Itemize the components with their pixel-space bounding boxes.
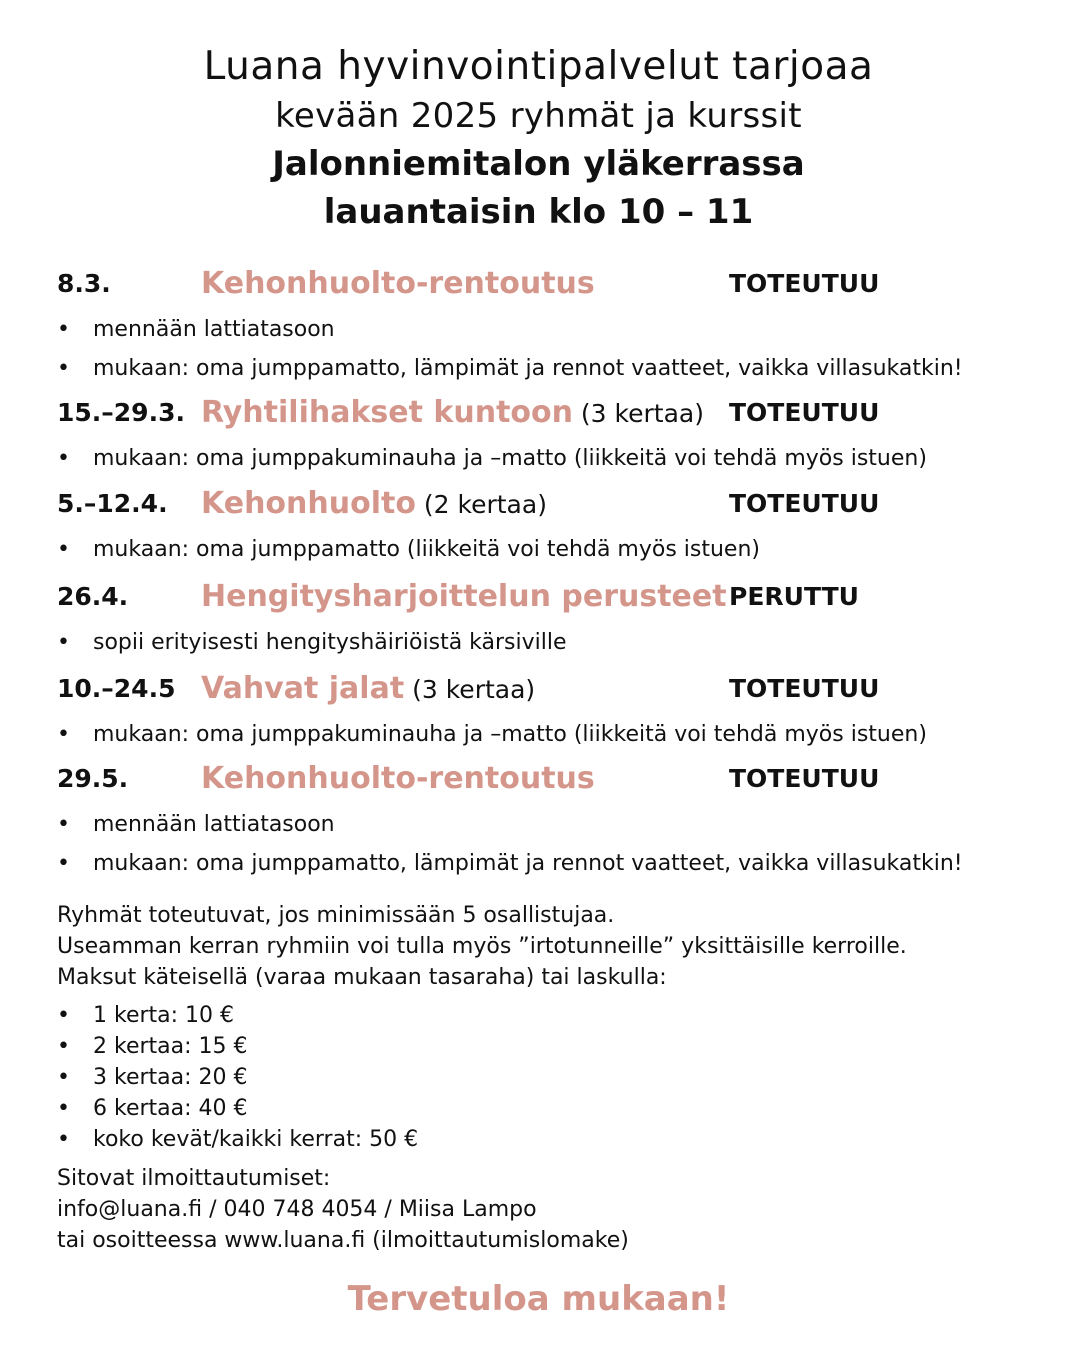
course-title <box>201 391 704 439</box>
course-sessions: (3 kertaa) <box>404 675 536 704</box>
course-row <box>57 667 1037 711</box>
course-title <box>201 667 535 715</box>
list-item-text: mukaan: oma jumppamatto (liikkeitä voi tehdä myös istuen) <box>93 537 760 562</box>
signup-line: Sitovat ilmoittautumiset: <box>57 1166 331 1191</box>
course-date: 10.–24.5 <box>57 674 176 703</box>
course-date: 8.3. <box>57 269 111 298</box>
course-title <box>201 482 547 530</box>
course-date: 26.4. <box>57 582 129 611</box>
signup-website: tai osoitteessa www.luana.fi (ilmoittautumislomake) <box>57 1228 629 1253</box>
course-name: Hengitysharjoittelun perusteet <box>201 579 727 614</box>
bullet-icon: • <box>57 1096 70 1121</box>
price-text: 2 kertaa: 15 € <box>93 1034 248 1059</box>
header-line-4: lauantaisin klo 10 – 11 <box>323 192 754 232</box>
course-status: TOTEUTUU <box>729 764 880 793</box>
header <box>0 42 1077 236</box>
bullet-icon: • <box>57 317 70 342</box>
course-status: TOTEUTUU <box>729 489 880 518</box>
course-status: TOTEUTUU <box>729 269 880 298</box>
price-text: 6 kertaa: 40 € <box>93 1096 248 1121</box>
list-item-text: mukaan: oma jumppamatto, lämpimät ja rennot vaatteet, vaikka villasukatkin! <box>93 356 963 381</box>
list-item-text: mukaan: oma jumppakuminauha ja –matto (liikkeitä voi tehdä myös istuen) <box>93 722 927 747</box>
list-item-text: mukaan: oma jumppakuminauha ja –matto (liikkeitä voi tehdä myös istuen) <box>93 446 927 471</box>
course-status: TOTEUTUU <box>729 674 880 703</box>
bullet-icon: • <box>57 1034 70 1059</box>
course-date: 5.–12.4. <box>57 489 168 518</box>
bullet-icon: • <box>57 812 70 837</box>
course-name: Kehonhuolto-rentoutus <box>201 266 595 301</box>
header-line-2: kevään 2025 ryhmät ja kurssit <box>275 96 802 136</box>
list-item-text: mennään lattiatasoon <box>93 812 335 837</box>
bullet-icon: • <box>57 851 70 876</box>
course-name: Kehonhuolto <box>201 486 416 521</box>
bullet-icon: • <box>57 446 70 471</box>
course-sessions: (2 kertaa) <box>415 490 547 519</box>
course-row <box>57 391 1037 435</box>
bullet-icon: • <box>57 630 70 655</box>
info-line: Useamman kerran ryhmiin voi tulla myös ”irtotunneille” yksittäisille kerroille. <box>57 934 907 959</box>
course-status: PERUTTU <box>729 582 859 611</box>
info-line: Maksut käteisellä (varaa mukaan tasaraha) tai laskulla: <box>57 965 667 990</box>
course-date: 15.–29.3. <box>57 398 185 427</box>
bullet-icon: • <box>57 1127 70 1152</box>
course-row <box>57 262 1037 306</box>
price-text: 3 kertaa: 20 € <box>93 1065 248 1090</box>
list-item-text: mukaan: oma jumppamatto, lämpimät ja rennot vaatteet, vaikka villasukatkin! <box>93 851 963 876</box>
list-item-text: sopii erityisesti hengityshäiriöistä kärsiville <box>93 630 567 655</box>
course-title <box>201 262 595 310</box>
info-line: Ryhmät toteutuvat, jos minimissään 5 osallistujaa. <box>57 903 615 928</box>
course-status: TOTEUTUU <box>729 398 880 427</box>
signup-contact: info@luana.fi / 040 748 4054 / Miisa Lampo <box>57 1197 537 1222</box>
welcome-text: Tervetuloa mukaan! <box>347 1279 730 1319</box>
price-text: koko kevät/kaikki kerrat: 50 € <box>93 1127 419 1152</box>
course-title <box>201 575 727 623</box>
header-line-1: Luana hyvinvointipalvelut tarjoaa <box>203 44 874 89</box>
course-title <box>201 757 595 805</box>
bullet-icon: • <box>57 722 70 747</box>
course-date: 29.5. <box>57 764 129 793</box>
course-name: Ryhtilihakset kuntoon <box>201 395 573 430</box>
bullet-icon: • <box>57 356 70 381</box>
bullet-icon: • <box>57 537 70 562</box>
course-name: Kehonhuolto-rentoutus <box>201 761 595 796</box>
course-name: Vahvat jalat <box>201 671 405 706</box>
list-item-text: mennään lattiatasoon <box>93 317 335 342</box>
course-row <box>57 575 1037 619</box>
course-sessions: (3 kertaa) <box>572 399 704 428</box>
bullet-icon: • <box>57 1065 70 1090</box>
price-text: 1 kerta: 10 € <box>93 1003 235 1028</box>
course-row <box>57 482 1037 526</box>
bullet-icon: • <box>57 1003 70 1028</box>
course-row <box>57 757 1037 801</box>
header-line-3: Jalonniemitalon yläkerrassa <box>272 144 805 184</box>
